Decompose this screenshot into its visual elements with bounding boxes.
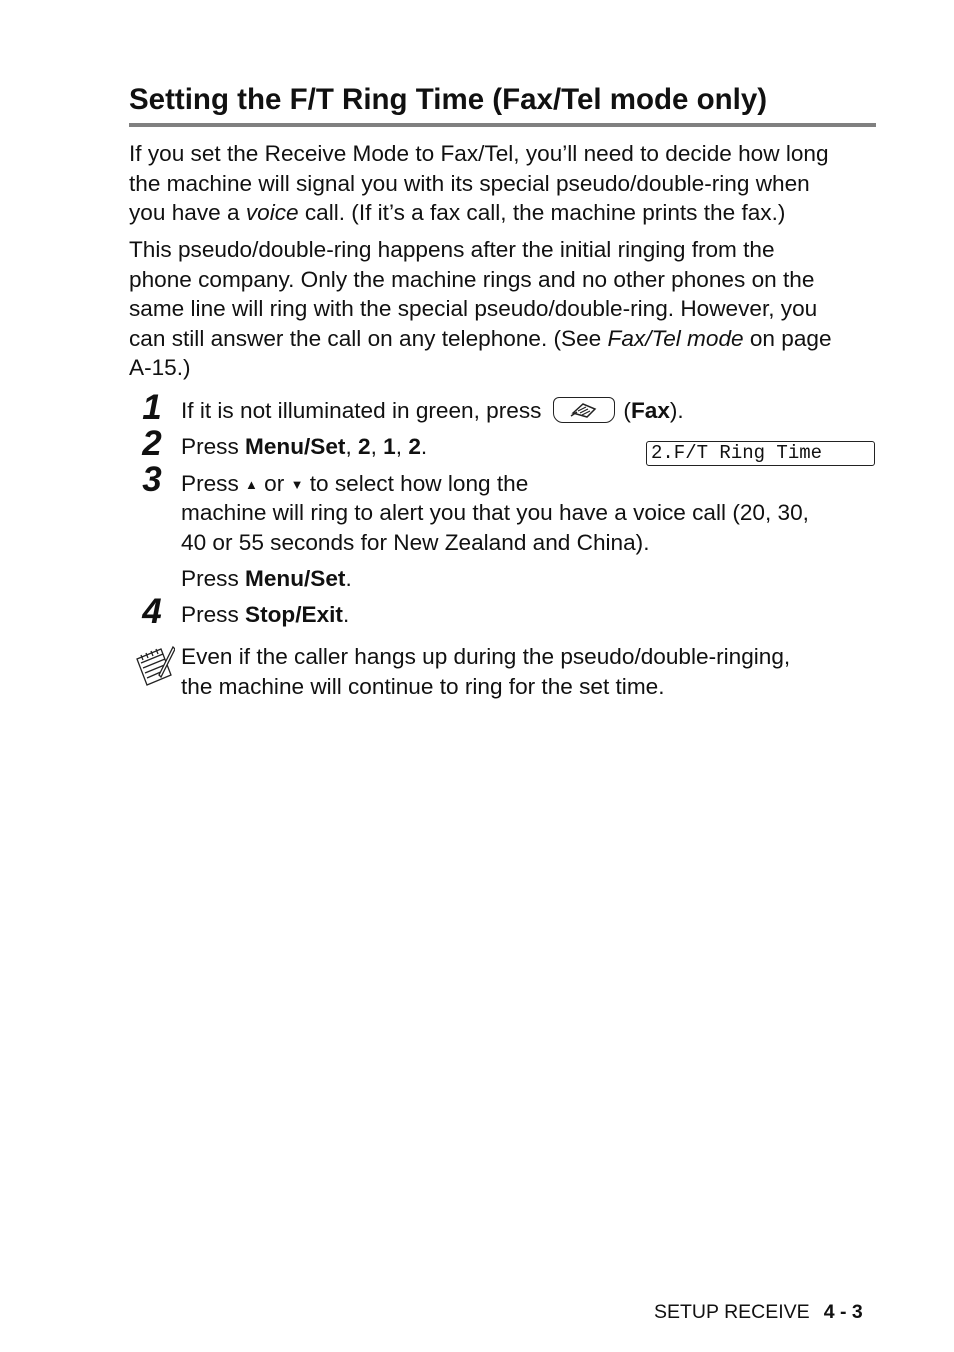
separator: , xyxy=(395,434,409,459)
ring-line: same line will ring with the special pseudo/double-ring. However, you xyxy=(129,296,818,322)
step-3-press: Press xyxy=(181,566,246,591)
step-4-press: Press xyxy=(181,602,246,627)
page-footer xyxy=(654,1300,863,1324)
step-3-line-2: machine will ring to alert you that you have a voice call (20, 30, xyxy=(181,500,809,525)
step-2-text xyxy=(181,432,427,462)
step-number-1: 1 xyxy=(142,388,162,427)
ring-line xyxy=(129,324,879,354)
note-text xyxy=(181,642,881,701)
step-1-text xyxy=(181,396,684,426)
step-3-end: . xyxy=(345,566,352,591)
ring-line: This pseudo/double-ring happens after the initial ringing from the xyxy=(129,237,775,262)
intro-line: If you set the Receive Mode to Fax/Tel, you’ll need to decide how long xyxy=(129,141,829,166)
heading-rule xyxy=(129,123,876,127)
step-3-rest: to select how long the xyxy=(303,471,529,496)
step-2-press: Press xyxy=(181,434,246,459)
down-arrow-icon: ▼ xyxy=(290,477,304,492)
voice-emphasis: voice xyxy=(245,200,299,226)
step-1-instruction: If it is not illuminated in green, press xyxy=(181,398,542,423)
step-4-text xyxy=(181,600,349,630)
lcd-display: 2.F/T Ring Time xyxy=(646,441,875,466)
note-pad-icon xyxy=(133,645,175,689)
fax-key-label: Fax xyxy=(630,398,670,423)
page-number: 4 - 3 xyxy=(823,1301,863,1323)
step-3-line-1 xyxy=(181,469,528,502)
step-number-4: 4 xyxy=(142,592,162,631)
key-2: 2 xyxy=(358,434,371,459)
step-2-end: . xyxy=(420,434,428,459)
intro-line xyxy=(129,198,879,228)
step-3-line-3: 40 or 55 seconds for New Zealand and China). xyxy=(181,530,650,555)
intro-text: call. (If it’s a fax call, the machine prints the fax.) xyxy=(298,200,786,226)
fax-key-icon xyxy=(553,397,615,423)
intro-text: you have a xyxy=(129,200,246,226)
intro-paragraph xyxy=(129,139,879,228)
separator: , xyxy=(370,434,384,459)
note-line: Even if the caller hangs up during the pseudo/double-ringing, xyxy=(181,644,791,669)
step-number-2: 2 xyxy=(142,424,162,463)
step-3-or: or xyxy=(257,471,291,496)
ring-line: A-15.) xyxy=(129,355,191,381)
key-1: 1 xyxy=(383,434,396,459)
step-3-line-4 xyxy=(181,564,352,594)
step-number-3: 3 xyxy=(142,460,162,499)
ring-paragraph xyxy=(129,235,879,383)
step-3-press: Press xyxy=(181,471,246,496)
ring-line: phone company. Only the machine rings and no other phones on the xyxy=(129,266,815,292)
ring-text: on page xyxy=(743,325,832,351)
menu-set-key: Menu/Set xyxy=(245,566,346,591)
fax-tel-mode-reference: Fax/Tel mode xyxy=(607,325,744,351)
ring-text: can still answer the call on any telephone. (See xyxy=(129,325,608,351)
stop-exit-key: Stop/Exit xyxy=(245,602,343,627)
intro-line: the machine will signal you with its special pseudo/double-ring when xyxy=(129,170,810,196)
step-1-paren: ( xyxy=(623,398,631,423)
menu-set-key: Menu/Set xyxy=(245,434,346,459)
step-4-end: . xyxy=(342,602,350,627)
step-1-paren: ). xyxy=(669,398,684,423)
key-2: 2 xyxy=(408,434,421,459)
up-arrow-icon: ▲ xyxy=(245,477,258,492)
footer-section: SETUP RECEIVE xyxy=(654,1301,810,1323)
page-heading: Setting the F/T Ring Time (Fax/Tel mode only) xyxy=(129,83,768,116)
separator: , xyxy=(345,434,359,459)
note-line: the machine will continue to ring for the set time. xyxy=(181,673,665,699)
